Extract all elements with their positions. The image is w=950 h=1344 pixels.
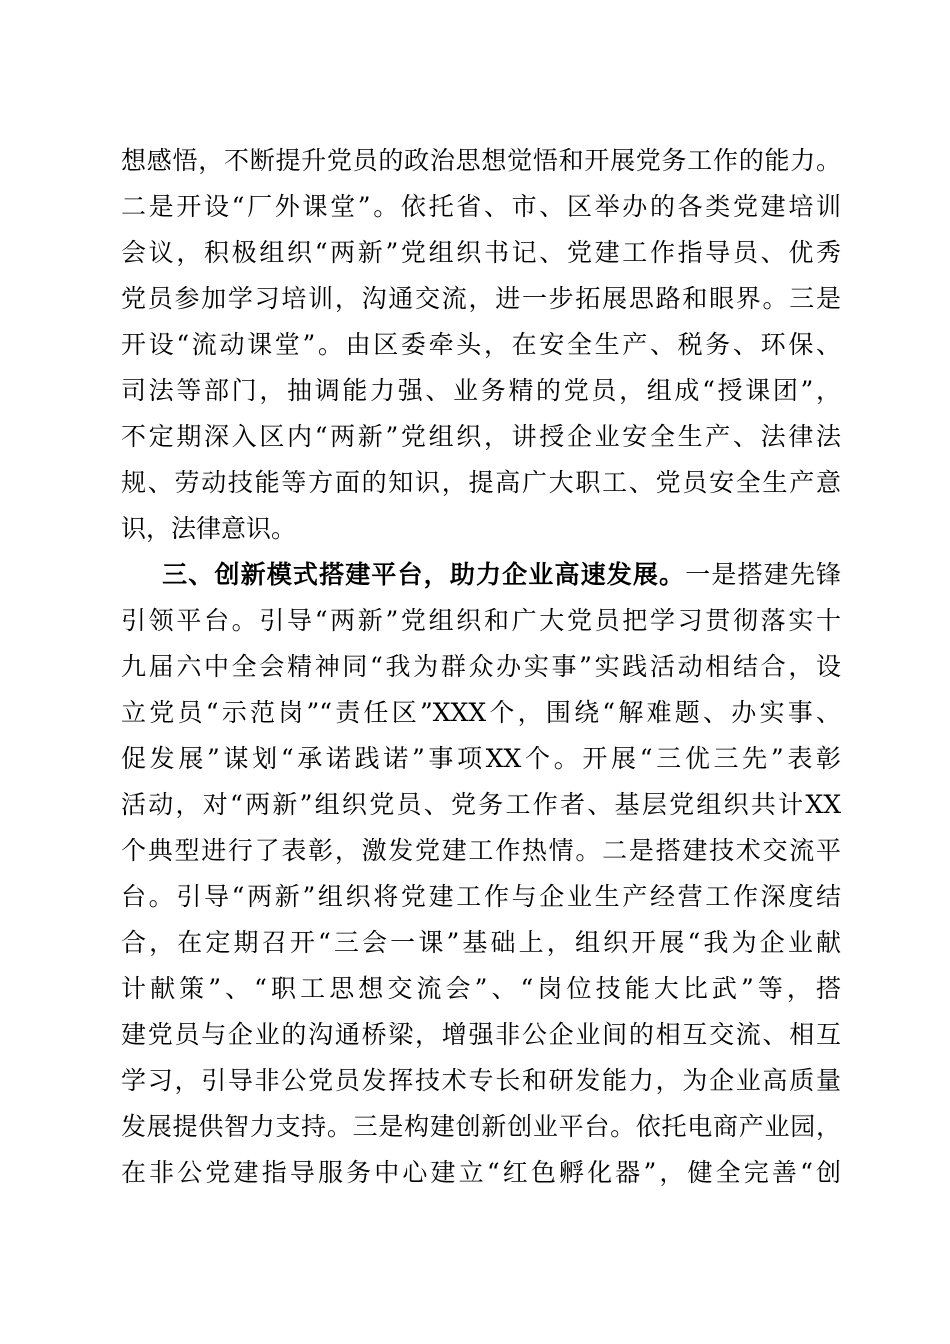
section-heading-line (121, 552, 841, 598)
text-line: 计献策”、“职工思想交流会”、“岗位技能大比武”等，搭 (121, 974, 841, 1003)
text-line: 立党员“示范岗”“责任区”XXX个，围绕“解难题、办实事、 (121, 698, 841, 727)
text-line: 个典型进行了表彰，激发党建工作热情。二是搭建技术交流平 (121, 836, 841, 865)
text-line: 识，法律意识。 (121, 514, 297, 543)
section-heading: 三、创新模式搭建平台，助力企业高速发展。 (161, 560, 686, 589)
text-line: 建党员与企业的沟通桥梁，增强非公企业间的相互交流、相互 (121, 1020, 841, 1049)
text-line: 开设“流动课堂”。由区委牵头，在安全生产、税务、环保、 (121, 330, 841, 359)
text-line: 会议，积极组织“两新”党组织书记、党建工作指导员、优秀 (121, 238, 841, 267)
text-line: 在非公党建指导服务中心建立“红色孵化器”，健全完善“创 (121, 1158, 841, 1187)
text-line: 学习，引导非公党员发挥技术专长和研发能力，为企业高质量 (121, 1066, 841, 1095)
text-line: 党员参加学习培训，沟通交流，进一步拓展思路和眼界。三是 (121, 284, 841, 313)
text-line: 台。引导“两新”组织将党建工作与企业生产经营工作深度结 (121, 882, 841, 911)
text-line: 九届六中全会精神同“我为群众办实事”实践活动相结合，设 (121, 652, 841, 681)
text-line: 合，在定期召开“三会一课”基础上，组织开展“我为企业献 (121, 928, 841, 957)
text-line: 想感悟，不断提升党员的政治思想觉悟和开展党务工作的能力。 (121, 146, 841, 175)
text-line: 规、劳动技能等方面的知识，提高广大职工、党员安全生产意 (121, 468, 841, 497)
text-line: 活动，对“两新”组织党员、党务工作者、基层党组织共计XX (121, 790, 841, 819)
text-run: 一是搭建先锋 (685, 560, 841, 589)
body-text (121, 138, 841, 1196)
text-line: 促发展”谋划“承诺践诺”事项XX个。开展“三优三先”表彰 (121, 744, 841, 773)
text-line: 二是开设“厂外课堂”。依托省、市、区举办的各类党建培训 (121, 192, 841, 221)
text-line: 发展提供智力支持。三是构建创新创业平台。依托电商产业园， (121, 1112, 841, 1141)
text-line: 司法等部门，抽调能力强、业务精的党员，组成“授课团”， (121, 376, 841, 405)
text-line: 不定期深入区内“两新”党组织，讲授企业安全生产、法律法 (121, 422, 841, 451)
text-line: 引领平台。引导“两新”党组织和广大党员把学习贯彻落实十 (121, 606, 841, 635)
